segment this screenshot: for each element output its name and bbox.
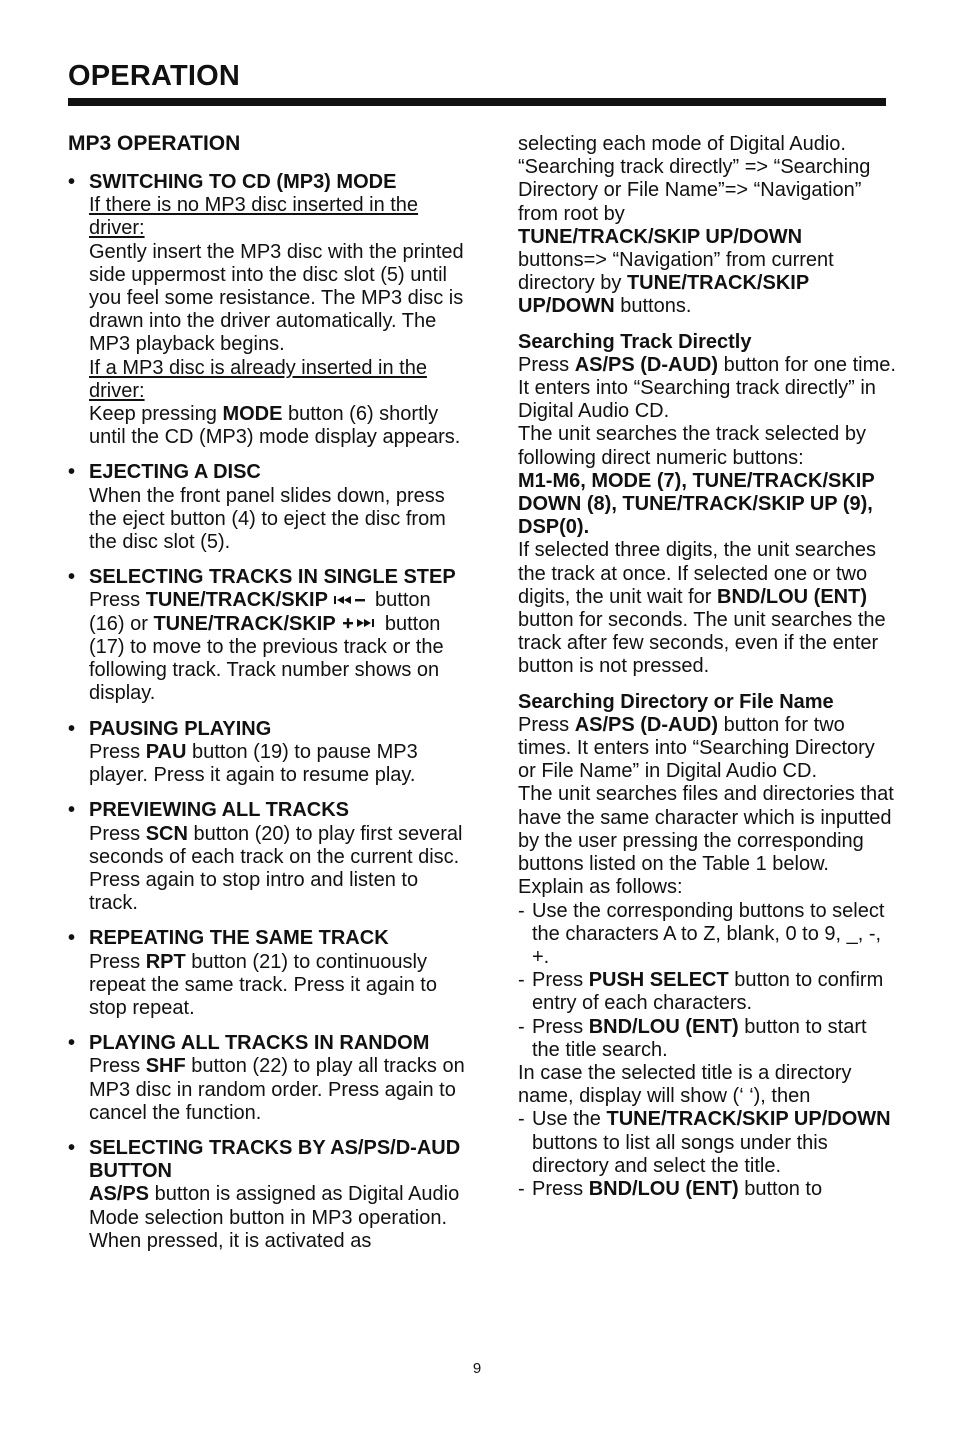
text: Press <box>532 1177 584 1200</box>
searching-track-section <box>518 331 896 679</box>
text: Press <box>89 740 141 763</box>
item-selecting-single <box>68 566 468 705</box>
skip-back-minus-icon <box>333 590 369 613</box>
item-body <box>89 951 468 1021</box>
item-title: PREVIEWING ALL TRACKS <box>89 799 350 822</box>
item-body <box>89 1055 468 1125</box>
numeric-keys: M1-M6, MODE (7), TUNE/TRACK/SKIP DOWN (8), TUNE/TRACK/SKIP UP (9), DSP(0). <box>518 469 875 539</box>
key-bnd-lou: BND/LOU (ENT) <box>717 585 867 608</box>
text: Press <box>532 1015 584 1038</box>
bullet: • <box>68 461 76 484</box>
text: button for two times. It enters into “Searching Directory or File Name” in Digital Audio CD. <box>518 713 875 783</box>
text: Use the <box>532 1108 601 1131</box>
text: Keep pressing <box>89 403 217 426</box>
dash-item <box>518 1016 896 1062</box>
item-asps <box>68 1137 468 1253</box>
text: button to <box>744 1177 823 1200</box>
key-shf: SHF <box>145 1055 186 1078</box>
bullet: • <box>68 566 76 589</box>
item-repeating <box>68 927 468 1020</box>
paragraph: Explain as follows: <box>518 876 683 899</box>
text: If selected three digits, the unit searches the track at once. If selected one or two digits, the unit wait for <box>518 539 876 608</box>
dash: - <box>518 1108 525 1131</box>
bullet: • <box>68 927 76 950</box>
item-pausing <box>68 718 468 788</box>
text: buttons. <box>620 295 692 318</box>
key-scn: SCN <box>145 822 188 845</box>
bullet: • <box>68 1136 76 1159</box>
key-tts-updown: TUNE/TRACK/SKIP UP/DOWN <box>518 225 803 248</box>
dash: - <box>518 1015 525 1038</box>
paragraph <box>518 714 896 784</box>
key-tts-updown: TUNE/TRACK/SKIP UP/DOWN <box>606 1108 891 1131</box>
text: button to confirm entry of each characters. <box>532 969 884 1015</box>
condition-no-disc: If there is no MP3 disc inserted in the <box>89 194 419 217</box>
text: Press <box>89 822 141 845</box>
instruction-keep <box>89 403 468 449</box>
key-bnd-lou: BND/LOU (ENT) <box>588 1015 739 1038</box>
item-ejecting <box>68 461 468 554</box>
item-body <box>89 741 468 787</box>
item-switching <box>68 171 468 449</box>
item-random <box>68 1032 468 1125</box>
text: Press <box>532 969 584 992</box>
paragraph: In case the selected title is a directory name, display will show (‘ ‘), then <box>518 1061 852 1108</box>
text: button to start the title search. <box>532 1015 867 1061</box>
section-title: MP3 OPERATION <box>68 132 241 155</box>
condition-no-disc-end: driver: <box>89 217 145 240</box>
page-title: OPERATION <box>68 60 241 92</box>
condition-already: If a MP3 disc is already inserted in the <box>89 356 427 379</box>
bullet: • <box>68 799 76 822</box>
searching-dir-section <box>518 691 896 1201</box>
text: Press <box>518 353 570 376</box>
item-title: REPEATING THE SAME TRACK <box>89 927 389 950</box>
item-title: PAUSING PLAYING <box>89 717 272 740</box>
item-body <box>89 1183 468 1229</box>
key-asps-daud: AS/PS (D-AUD) <box>574 713 719 736</box>
text: button for seconds. The unit searches the track after few seconds, even if the enter button is not pressed. <box>518 609 886 678</box>
paragraph: The unit searches the track selected by following direct numeric buttons: <box>518 423 866 469</box>
bullet: • <box>68 1032 76 1055</box>
text: Use the corresponding buttons to select the characters A to Z, blank, 0 to 9, _, -, +. <box>532 899 885 968</box>
key-push-select: PUSH SELECT <box>588 969 729 992</box>
item-title: SELECTING TRACKS IN SINGLE STEP <box>89 566 456 589</box>
key-bnd-lou: BND/LOU (ENT) <box>588 1177 739 1200</box>
intro-paragraph <box>518 133 896 319</box>
text: buttons to list all songs under this directory and select the title. <box>532 1131 828 1177</box>
bullet: • <box>68 717 76 740</box>
dash: - <box>518 969 525 992</box>
key-tts: TUNE/TRACK/SKIP <box>153 612 336 635</box>
dash: - <box>518 1177 525 1200</box>
key-tts-updown: TUNE/TRACK/SKIP UP/DOWN <box>518 272 809 318</box>
instruction-gently: Gently insert the MP3 disc with the printed side uppermost into the disc slot (5) until you feel some resistance. The MP3 disc is drawn into the driver automatically. The MP3 playback begins. <box>89 240 464 356</box>
skip-forward-plus-icon <box>341 613 379 636</box>
left-column <box>68 171 468 1265</box>
text: button (21) to continuously repeat the same track. Press it again to stop repeat. <box>89 950 437 1019</box>
paragraph <box>518 539 896 678</box>
right-column <box>518 133 896 1213</box>
key-asps-daud: AS/PS (D-AUD) <box>574 353 719 376</box>
text: button (17) to move to the previous track or the following track. Track number shows on display. <box>89 612 444 705</box>
text: button (20) to play first several seconds of each track on the current disc. Press again to stop intro and listen to track. <box>89 822 463 915</box>
subsection-title: Searching Directory or File Name <box>518 690 834 713</box>
paragraph <box>518 354 896 424</box>
text: button (22) to play all tracks on MP3 disc in random order. Press again to cancel the function. <box>89 1055 465 1124</box>
dash-item <box>518 969 896 1015</box>
text: Press <box>89 950 141 973</box>
key-tts: TUNE/TRACK/SKIP <box>145 589 328 612</box>
key-mode: MODE <box>222 403 283 426</box>
text: Press <box>89 1055 141 1078</box>
condition-already-end: driver: <box>89 379 145 402</box>
item-title: SELECTING TRACKS BY AS/PS/D-AUD BUTTON <box>89 1136 461 1183</box>
item-body: When the front panel slides down, press the eject button (4) to eject the disc from the disc slot (5). <box>89 484 446 554</box>
text: button (16) or <box>89 589 431 635</box>
text: selecting each mode of Digital Audio. “Searching track directly” => “Searching Directory or File Name”=> “Navigation” from root by <box>518 133 871 225</box>
text: buttons=> “Navigation” from current directory by <box>518 249 834 295</box>
dash-item <box>518 1178 896 1201</box>
text: button is assigned as Digital Audio Mode selection button in MP3 operation. <box>89 1183 460 1229</box>
paragraph: The unit searches files and directories that have the same character which is inputted by the user pressing the corresponding buttons listed on the Table 1 below. <box>518 783 894 876</box>
item-title: PLAYING ALL TRACKS IN RANDOM <box>89 1032 430 1055</box>
dash: - <box>518 899 525 922</box>
item-previewing <box>68 799 468 915</box>
text: button (19) to pause MP3 player. Press it again to resume play. <box>89 740 418 787</box>
item-title: EJECTING A DISC <box>89 461 261 484</box>
item-title: SWITCHING TO CD (MP3) MODE <box>89 171 397 193</box>
dash-item <box>518 1108 896 1178</box>
bullet: • <box>68 171 76 193</box>
text: button for one time. It enters into “Searching track directly” in Digital Audio CD. <box>518 353 896 423</box>
item-body-cont: When pressed, it is activated as <box>89 1229 372 1252</box>
text: Press <box>518 713 570 736</box>
dash-item <box>518 900 896 970</box>
key-pau: PAU <box>145 740 187 763</box>
item-body <box>89 589 468 705</box>
subsection-title: Searching Track Directly <box>518 330 752 353</box>
item-body <box>89 823 468 916</box>
key-rpt: RPT <box>145 950 186 973</box>
text: Press <box>89 589 141 612</box>
key-asps: AS/PS <box>89 1183 150 1206</box>
page-number: 9 <box>472 1360 482 1377</box>
header-rule <box>68 98 886 106</box>
text: button (6) shortly until the CD (MP3) mode display appears. <box>89 403 461 449</box>
